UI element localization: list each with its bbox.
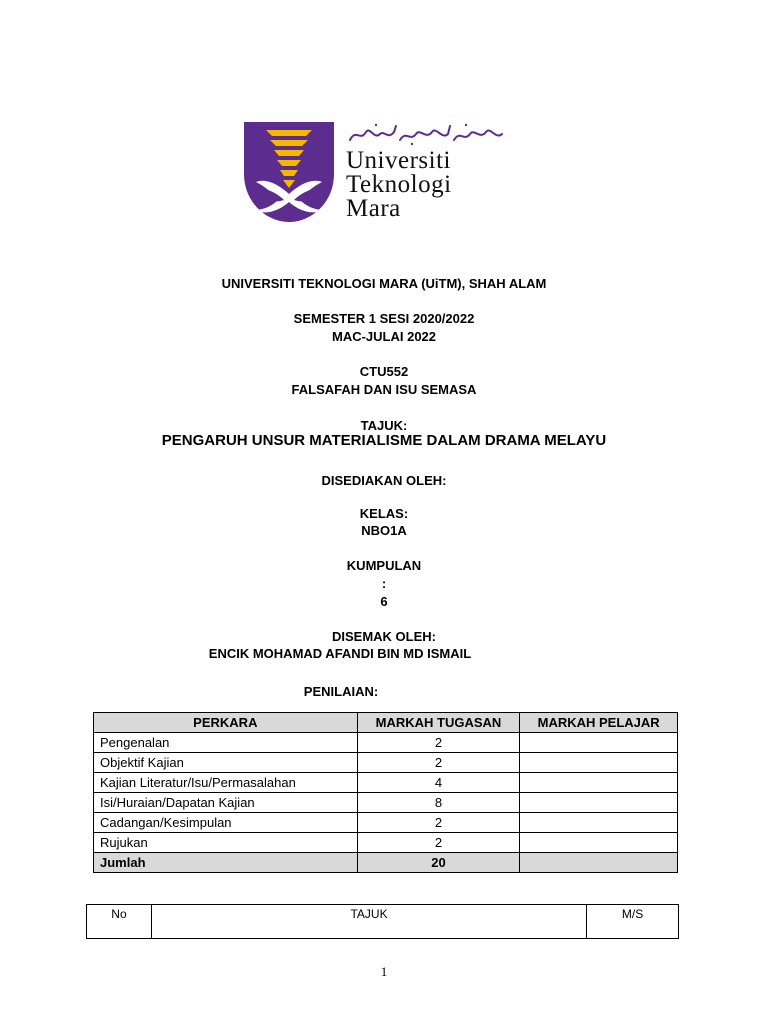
course-name: FALSAFAH DAN ISU SEMASA [291,382,477,397]
header-ms: M/S [587,905,679,939]
uitm-wordmark [346,122,514,222]
page-number: 1 [380,964,388,979]
perkara-cell: Isi/Huraian/Dapatan Kajian [94,793,358,813]
contents-table [86,904,679,939]
pelajar-cell [520,813,678,833]
jawi-script-wordmark [346,122,506,146]
table-header-row [94,713,678,733]
total-row [94,853,678,873]
header-markah-tugasan: MARKAH TUGASAN [357,713,520,733]
markah-cell: 8 [357,793,520,813]
markah-cell: 2 [357,813,520,833]
wordmark-line-1: Universiti [346,147,451,174]
pelajar-cell [520,833,678,853]
tajuk-label: TAJUK: [360,418,408,433]
wordmark-line-3: Mara [346,195,401,222]
kumpulan-value: 6 [380,594,388,609]
tajuk-title: PENGARUH UNSUR MATERIALISME DALAM DRAMA MELAYU [161,432,607,449]
disemak-value: ENCIK MOHAMAD AFANDI BIN MD ISMAIL [208,646,472,661]
kelas-value: NBO1A [361,523,407,538]
pelajar-cell [520,733,678,753]
markah-cell: 4 [357,773,520,793]
disediakan-label: DISEDIAKAN OLEH: [321,473,447,488]
table-row [94,813,678,833]
header-markah-pelajar: MARKAH PELAJAR [520,713,678,733]
disemak-label: DISEMAK OLEH: [332,629,436,644]
pelajar-cell [520,753,678,773]
penilaian-table [93,712,678,873]
header-no: No [87,905,152,939]
markah-cell: 2 [357,753,520,773]
penilaian-label: PENILAIAN: [303,684,379,699]
period-line: MAC-JULAI 2022 [331,329,437,344]
pelajar-cell [520,793,678,813]
markah-cell: 2 [357,733,520,753]
table-row [94,833,678,853]
wordmark-line-2: Teknologi [346,171,452,198]
kumpulan-label: KUMPULAN [346,558,422,573]
markah-cell: 2 [357,833,520,853]
perkara-cell: Pengenalan [94,733,358,753]
table-row [94,793,678,813]
uitm-logo [244,122,514,224]
total-label: Jumlah [94,853,358,873]
course-code: CTU552 [359,364,409,379]
kelas-label: KELAS: [359,506,409,521]
perkara-cell: Rujukan [94,833,358,853]
kumpulan-colon: : [381,576,387,591]
header-tajuk: TAJUK [151,905,586,939]
table-row [94,753,678,773]
university-line: UNIVERSITI TEKNOLOGI MARA (UiTM), SHAH ALAM [221,276,547,291]
table-row [94,733,678,753]
contents-header-row [87,905,679,939]
semester-line: SEMESTER 1 SESI 2020/2022 [293,311,475,326]
total-pelajar [520,853,678,873]
uitm-shield-emblem [244,122,334,222]
perkara-cell: Cadangan/Kesimpulan [94,813,358,833]
table-row [94,773,678,793]
total-markah: 20 [357,853,520,873]
header-perkara: PERKARA [94,713,358,733]
pelajar-cell [520,773,678,793]
perkara-cell: Kajian Literatur/Isu/Permasalahan [94,773,358,793]
perkara-cell: Objektif Kajian [94,753,358,773]
